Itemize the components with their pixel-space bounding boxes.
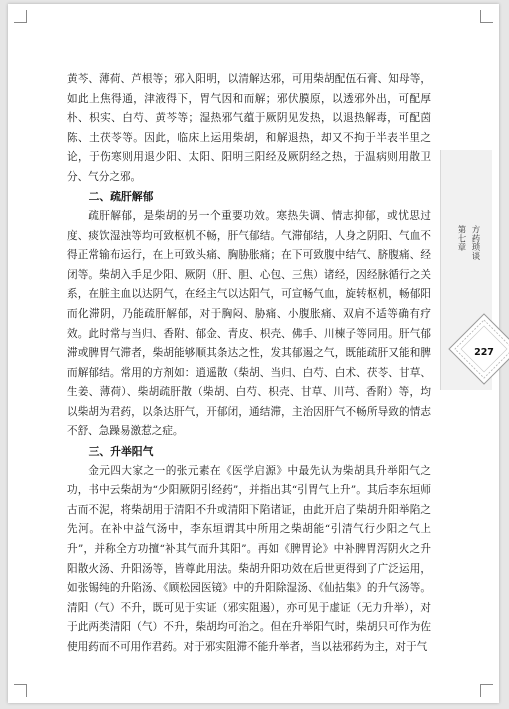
section-label: 方药琐谈 xyxy=(471,225,481,261)
crop-mark xyxy=(14,684,27,697)
crop-mark xyxy=(480,10,493,23)
main-text xyxy=(67,70,431,657)
paragraph: 疏肝解郁，是柴胡的另一个重要功效。寒热失调、情志抑郁，或忧思过度、痰饮湿浊等均可致枢机不畅，肝气郁结。气滞郁结，人身之阴阳、气血不得正常输布运行，在上可致头痛、胸胁胀痛；在下可致腹中结气、脐腹痛、经闭等。柴胡入手足少阳、厥阴（肝、胆、心包、三焦）诸经，因经脉循行之关系，在脏主血以达阴气，在经主气以达阳气，可宣畅气血，旋转枢机，畅郁阳而化滞阴，乃能疏肝解郁，对于胸闷、胁痛、小腹胀痛、双肩不适等确有疗效。此时常与当归、香附、郁金、青皮、枳壳、佛手、川楝子等同用。肝气郁滞或脾胃气滞者，柴胡能够顺其条达之性，发其郁遏之气，既能疏肝又能和脾而解郁结。常用的方剂如：逍遥散（柴胡、当归、白芍、白术、茯苓、甘草、生姜、薄荷）、柴胡疏肝散（柴胡、白芍、枳壳、甘草、川芎、香附）等，均以柴胡为君药，以条达肝气，开郁闭，通结滞，主治因肝气不畅所导致的情志不舒、急躁易激惹之症。 xyxy=(67,210,431,438)
chapter-label: 第七章 xyxy=(457,225,467,252)
crop-mark xyxy=(480,684,493,697)
page-number: 227 xyxy=(474,347,494,358)
crop-mark xyxy=(14,10,27,23)
section-heading: 三、升举阳气 xyxy=(88,444,154,458)
paragraph: 金元四大家之一的张元素在《医学启源》中最先认为柴胡具升举阳气之功，书中云柴胡为“少阳厥阴引经药”，并指出其“引胃气上升”。其后李东垣师古而不泥，将柴胡用于清阳不升或清阳下陷诸证，由此开启了柴胡升阳举陷之先河。在补中益气汤中，李东垣谓其中所用之柴胡能“引清气行少阳之气上升”，并称全方功擅“补其气而升其阳”。再如《脾胃论》中补脾胃泻阴火之升阳散火汤、升阳汤等，皆尊此用法。柴胡升阳功效在后世更得到了广泛运用，如张锡纯的升陷汤、《顾松园医镜》中的升阳除湿汤、《仙拈集》的升气汤等。清阳（气）不升，既可见于实证（邪实阻遏），亦可见于虚证（无力升举），对于此两类清阳（气）不升，柴胡均可治之。但在升举阳气时，柴胡只可作为佐使用药而不可用作君药。对于邪实阻滞不能升举者，当以祛邪药为主，对于气 xyxy=(67,464,431,653)
section-heading: 二、疏肝解郁 xyxy=(88,190,154,204)
paragraph: 黄芩、薄荷、芦根等；邪入阳明，以清解达邪，可用柴胡配伍石膏、知母等，如此上焦得通，津液得下，胃气因和而解；邪伏膜原，以透邪外出，可配厚朴、枳实、白芍、黄芩等；湿热邪气蕴于厥阴见发热，以退热解毒，可配茵陈、土茯苓等。因此，临床上运用柴胡，和解退热，却又不拘于半表半里之论，于伤寒则用退少阳、太阳、阳明三阳经及厥阴经之热，于温病则用散卫分、气分之邪。 xyxy=(67,73,431,183)
